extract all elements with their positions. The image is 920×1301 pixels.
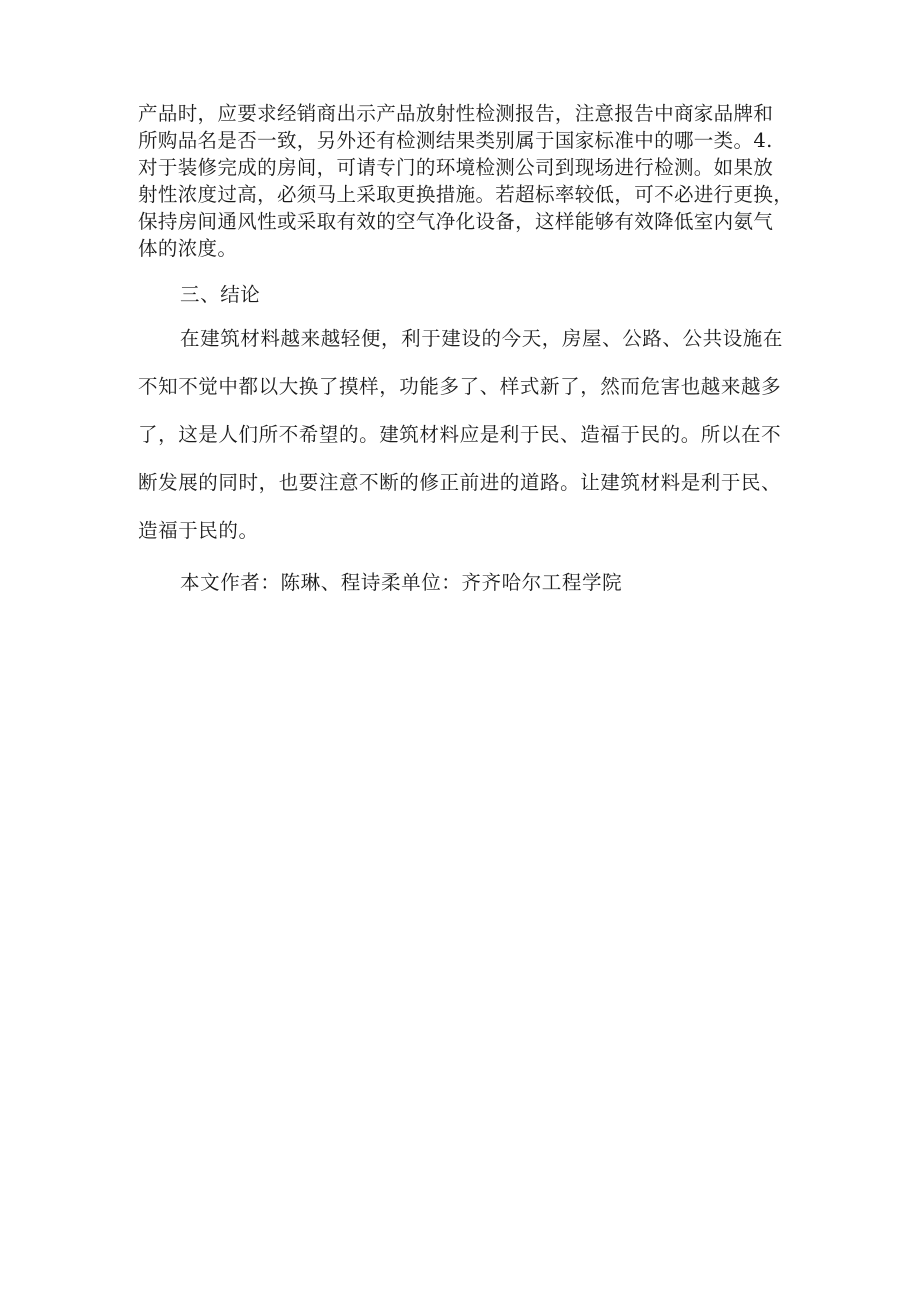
paragraph-line: 射性浓度过高，必须马上采取更换措施。若超标率较低，可不必进行更换， bbox=[138, 183, 794, 206]
paragraph-line: 不知不觉中都以大换了摸样，功能多了、样式新了，然而危害也越来越多 bbox=[138, 375, 782, 398]
paragraph-line: 产品时，应要求经销商出示产品放射性检测报告，注意报告中商家品牌和 bbox=[138, 102, 774, 125]
paragraph-line: 保持房间通风性或采取有效的空气净化设备，这样能够有效降低室内氨气 bbox=[138, 210, 774, 233]
section-heading: 三、结论 bbox=[180, 283, 261, 306]
author-affiliation: 本文作者：陈琳、程诗柔单位：齐齐哈尔工程学院 bbox=[180, 571, 623, 594]
paragraph-line: 造福于民的。 bbox=[138, 519, 259, 542]
paragraph-line: 所购品名是否一致，另外还有检测结果类别属于国家标准中的哪一类。4. bbox=[138, 129, 773, 152]
paragraph-line: 断发展的同时，也要注意不断的修正前进的道路。让建筑材料是利于民、 bbox=[138, 471, 782, 494]
paragraph-line: 了，这是人们所不希望的。建筑材料应是利于民、造福于民的。所以在不 bbox=[138, 423, 782, 446]
paragraph-line: 在建筑材料越来越轻便，利于建设的今天，房屋、公路、公共设施在 bbox=[180, 327, 784, 350]
paragraph-line: 对于装修完成的房间，可请专门的环境检测公司到现场进行检测。如果放 bbox=[138, 156, 774, 179]
paragraph-line: 体的浓度。 bbox=[138, 237, 238, 260]
